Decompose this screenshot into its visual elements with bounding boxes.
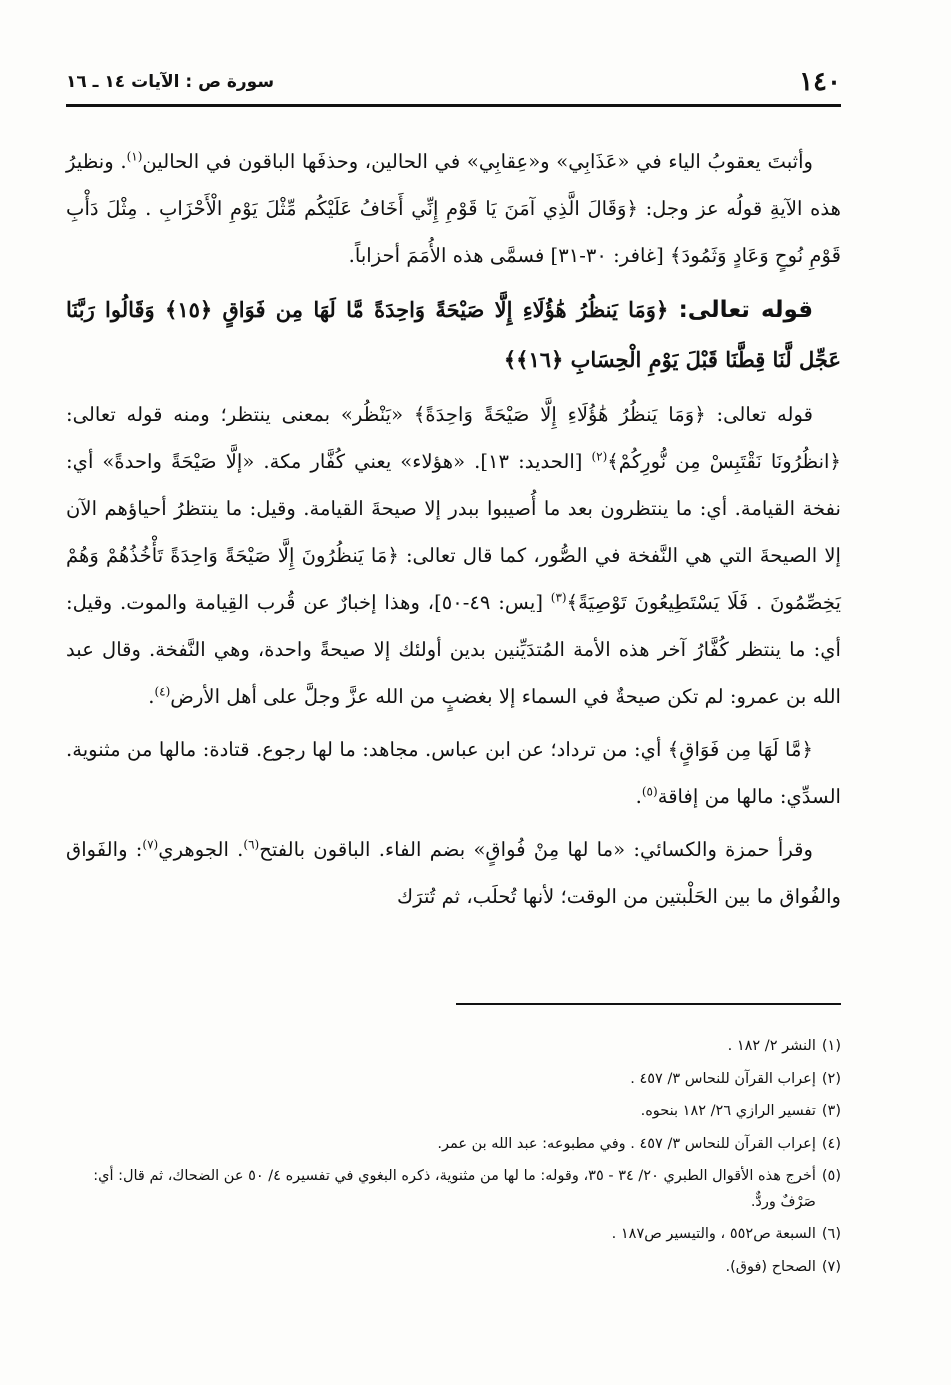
footnote-item: (٥) أخرج هذه الأقوال الطبري ٢٠/ ٣٤ - ٣٥، وقوله: ما لها من مثنوية، ذكره البغوي في تفسيره ٤/ ٥٠ عن الضحاك، ثم قال: أي: صَرْفٌ وردٌّ.: [93, 1168, 841, 1210]
page-number: ١٤٠: [799, 67, 841, 97]
main-text: [66, 138, 841, 920]
footnotes: [66, 1030, 841, 1283]
footnote-ref-1: (١): [126, 149, 143, 164]
footnote-ref-2: (٢): [591, 449, 608, 464]
footnote-item: (٦) السبعة ص٥٥٢ ، والتيسير ص١٨٧ .: [611, 1226, 841, 1242]
footnote-ref-5: (٥): [641, 784, 658, 799]
footnote-item: (٧) الصحاح (فوق).: [725, 1258, 841, 1275]
book-page: [66, 0, 841, 1385]
footnote-item: (٤) إعراب القرآن للنحاس ٣/ ٤٥٧ . وفي مطبوعه: عبد الله بن عمر.: [437, 1135, 841, 1152]
paragraph-2: قوله تعالى: ﴿وَمَا يَنظُرُ هَٰؤُلَاءِ إِلَّا صَيْحَةً وَاحِدَةً﴾ «يَنْظُر» بمعنى ينتظر؛ ومنه قوله تعالى: ﴿انظُرُونَا نَقْتَبِسْ مِن نُّورِكُمْ﴾$^{(٢)}$ [الحديد: ١٣]. «هؤلاء» يعني كُفَّار مكة. «إلَّا صَيْحَةً واحدةً» أي: نفخة القيامة. أي: ما ينتظرون بعد ما أُصيبوا ببدر إلا صيحةَ القيامة. وقيل: ما ينتظرُ أحياؤهم الآن إلا الصيحةَ التي هي النَّفخة في الصُّور، كما قال تعالى: ﴿مَا يَنظُرُونَ إِلَّا صَيْحَةً وَاحِدَةً تَأْخُذُهُمْ وَهُمْ يَخِصِّمُونَ . فَلَا يَسْتَطِيعُونَ تَوْصِيَةً﴾$^{(٣)}$ [يس: ٤٩-٥٠]، وهذا إخبارٌ عن قُرب القِيامة والموت. وقيل: أي: ما ينتظر كُفَّارُ آخر هذه الأمة المُتدَيِّنين بدين أولئك إلا صيحةً واحدة، وهي النَّفخة. وقال عبد الله بن عمرو: لم تكن صيحةٌ في السماء إلا بغضبٍ من الله عزَّ وجلَّ على أهل الأرض$^{(٤)}$.: [66, 403, 841, 708]
footnote-ref-7: (٧): [142, 837, 159, 852]
footnote-item: (٣) تفسير الرازي ٢٦/ ١٨٢ بنحوه.: [640, 1103, 841, 1119]
footnote-ref-6: (٦): [243, 837, 260, 852]
paragraph-3: ﴿مَّا لَهَا مِن فَوَاقٍ﴾ أي: من ترداد؛ عن ابن عباس. مجاهد: ما لها رجوع. قتادة: مالها من مثنوية. السدِّي: مالها من إفاقة$^{(٥)}$.: [66, 738, 841, 808]
footnote-item: (٢) إعراب القرآن للنحاس ٣/ ٤٥٧ .: [630, 1070, 841, 1087]
paragraph-1: وأثبتَ يعقوبُ الياء في «عَذَابِي» و«عِقابِي» في الحالين، وحذفَها الباقون في الحالين$^{(١)}$. ونظيرُ هذه الآيةِ قولُه عز وجل: ﴿وَقَالَ الَّذِي آمَنَ يَا قَوْمِ إِنِّي أَخَافُ عَلَيْكُم مِّثْلَ يَوْمِ الْأَحْزَابِ . مِثْلَ دَأْبِ قَوْمِ نُوحٍ وَعَادٍ وَثَمُودَ﴾ [غافر: ٣٠-٣١] فسمَّى هذه الأُمَمَ أحزاباً.: [66, 149, 841, 267]
paragraph-4: وقرأ حمزة والكسائي: «ما لها مِنْ فُواقٍ» بضم الفاء. الباقون بالفتح$^{(٦)}$. الجوهري$^{(٧)}$: والفَواق والفُواق ما بين الحَلْبتين من الوقت؛ لأنها تُحلَب، ثم تُترَك: [66, 837, 841, 908]
verse-heading-lead: قوله تعالى:: [678, 297, 814, 323]
footnote-ref-4: (٤): [154, 684, 171, 699]
verse-heading-text: ﴿وَمَا يَنظُرُ هَٰؤُلَاءِ إِلَّا صَيْحَةً وَاحِدَةً مَّا لَهَا مِن فَوَاقٍ ﴿١٥﴾ وَقَالُوا رَبَّنَا عَجِّل لَّنَا قِطَّنَا قَبْلَ يَوْمِ الْحِسَابِ ﴿١٦﴾﴾: [66, 297, 841, 372]
footnote-separator: [66, 1003, 841, 1005]
verse-heading: [66, 285, 841, 385]
footnote-item: (١) النشر ٢/ ١٨٢ .: [727, 1038, 841, 1054]
running-title: سورة ص : الآيات ١٤ ـ ١٦: [66, 72, 275, 92]
footnote-ref-3: (٣): [550, 590, 567, 605]
page-header: [66, 62, 841, 107]
